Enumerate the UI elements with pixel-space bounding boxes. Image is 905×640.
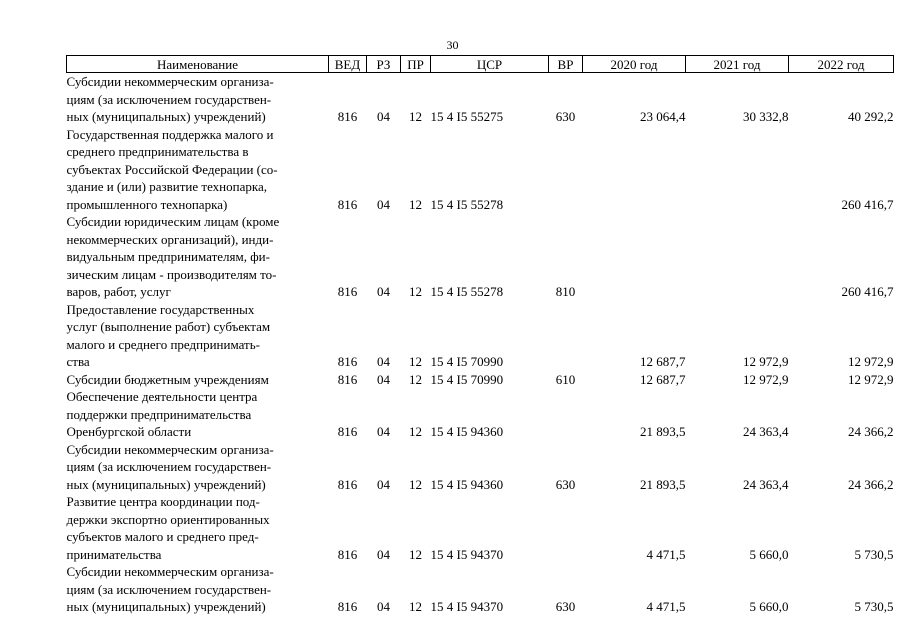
table-row: [67, 213, 894, 301]
header-vr: ВР: [549, 56, 583, 73]
cell-ved: 816: [337, 424, 358, 439]
name-line: ных (муниципальных) учреждений): [66, 476, 266, 492]
cell-2022: 24 366,2: [848, 424, 894, 439]
cell-pr: 12: [409, 284, 422, 299]
cell-vr: 630: [555, 109, 576, 124]
cell-name: [67, 441, 329, 494]
cell-ved: 816: [337, 196, 358, 212]
cell-csr: 15 4 I5 94370: [430, 599, 504, 614]
name-line: Государственная поддержка малого и: [66, 126, 274, 142]
table-row: [67, 301, 894, 371]
cell-rz: 04: [377, 371, 390, 387]
cell-pr: 12: [409, 354, 422, 369]
cell-2021: 24 363,4: [743, 424, 789, 439]
cell-ved: 816: [337, 354, 358, 369]
cell-vr: 630: [555, 476, 576, 492]
name-line: ства: [66, 354, 90, 369]
cell-2021: 12 972,9: [743, 354, 789, 369]
cell-2021: 24 363,4: [743, 476, 789, 492]
cell-2022: 12 972,9: [848, 354, 894, 369]
cell-ved: 816: [337, 371, 358, 387]
header-2022: 2022 год: [789, 56, 894, 73]
header-ved: ВЕД: [329, 56, 367, 73]
page-number: 30: [446, 38, 459, 52]
name-line: принимательства: [66, 546, 162, 562]
cell-rz: 04: [377, 284, 390, 299]
cell-2022: 260 416,7: [841, 284, 894, 299]
table-header: [67, 56, 894, 73]
name-line: держки экспортно ориентированных: [66, 511, 270, 527]
name-line: среднего предпринимательства в: [66, 144, 249, 159]
cell-rz: 04: [377, 354, 390, 369]
cell-2020: 4 471,5: [646, 599, 686, 614]
header-name: Наименование: [67, 56, 329, 73]
cell-csr: 15 4 I5 55278: [430, 284, 504, 299]
cell-ved: 816: [337, 476, 358, 492]
cell-2021: 5 660,0: [749, 599, 789, 614]
cell-csr: 15 4 I5 70990: [430, 354, 504, 369]
table-body: [67, 73, 894, 616]
cell-name: [67, 371, 329, 389]
cell-ved: 816: [337, 546, 358, 562]
name-line: Оренбургской области: [66, 424, 192, 439]
name-line: Субсидии бюджетным учреждениям: [66, 371, 269, 387]
cell-csr: 15 4 I5 94360: [430, 424, 504, 439]
cell-2020: [583, 126, 686, 214]
cell-2021: 30 332,8: [743, 109, 789, 124]
cell-ved: 816: [337, 284, 358, 299]
cell-2021: 12 972,9: [743, 371, 789, 387]
cell-rz: 04: [377, 476, 390, 492]
name-line: Субсидии некоммерческим организа-: [66, 441, 274, 457]
name-line: видуальным предпринимателям, фи-: [66, 249, 270, 264]
cell-rz: 04: [377, 599, 390, 614]
name-line: циям (за исключением государствен-: [66, 91, 272, 107]
header-csr: ЦСР: [431, 56, 549, 73]
table-row: [67, 126, 894, 214]
cell-csr: 15 4 I5 94370: [430, 546, 504, 562]
header-2020: 2020 год: [583, 56, 686, 73]
table-row: [67, 493, 894, 563]
cell-csr: 15 4 I5 94360: [430, 476, 504, 492]
cell-2020: 21 893,5: [640, 424, 686, 439]
cell-2022: 5 730,5: [854, 599, 894, 614]
name-line: циям (за исключением государствен-: [66, 459, 272, 474]
header-pr: ПР: [401, 56, 431, 73]
budget-table: [66, 55, 894, 616]
cell-ved: 816: [337, 109, 358, 124]
cell-vr: [549, 301, 583, 371]
cell-name: [67, 301, 329, 371]
cell-rz: 04: [377, 109, 390, 124]
name-line: субъектов малого и среднего пред-: [66, 529, 259, 544]
name-line: Субсидии некоммерческим организа-: [66, 564, 274, 579]
table-row: [67, 388, 894, 441]
name-line: ных (муниципальных) учреждений): [66, 599, 266, 614]
cell-vr: [549, 126, 583, 214]
name-line: здание и (или) развитие технопарка,: [66, 179, 267, 194]
name-line: поддержки предпринимательства: [66, 406, 252, 422]
table-row: [67, 371, 894, 389]
cell-pr: 12: [409, 599, 422, 614]
header-row: [67, 56, 894, 73]
cell-pr: 12: [409, 109, 422, 124]
table-row: [67, 441, 894, 494]
name-line: промышленного технопарка): [66, 196, 228, 212]
name-line: Развитие центра координации под-: [66, 494, 260, 509]
cell-name: [67, 73, 329, 126]
cell-csr: 15 4 I5 55278: [430, 196, 504, 212]
cell-vr: 810: [555, 284, 576, 299]
name-line: услуг (выполнение работ) субъектам: [66, 319, 271, 334]
name-line: Субсидии некоммерческим организа-: [66, 74, 274, 89]
cell-rz: 04: [377, 424, 390, 439]
name-line: субъектах Российской Федерации (со-: [66, 161, 278, 177]
name-line: Обеспечение деятельности центра: [66, 389, 258, 404]
cell-2020: 21 893,5: [640, 476, 686, 492]
cell-vr: 630: [555, 599, 576, 614]
cell-2021: 5 660,0: [749, 546, 789, 562]
cell-pr: 12: [409, 371, 422, 387]
name-line: циям (за исключением государствен-: [66, 581, 272, 597]
cell-vr: [549, 388, 583, 441]
cell-pr: 12: [409, 546, 422, 562]
cell-2020: 23 064,4: [640, 109, 686, 124]
cell-2020: [583, 213, 686, 301]
cell-2020: 4 471,5: [646, 546, 686, 562]
cell-pr: 12: [409, 196, 422, 212]
header-rz: РЗ: [367, 56, 401, 73]
name-line: малого и среднего предпринимать-: [66, 336, 260, 352]
cell-2022: 5 730,5: [854, 546, 894, 562]
name-line: ных (муниципальных) учреждений): [66, 109, 266, 124]
cell-2022: 24 366,2: [848, 476, 894, 492]
name-line: некоммерческих организаций), инди-: [66, 231, 274, 247]
header-2021: 2021 год: [686, 56, 789, 73]
cell-rz: 04: [377, 546, 390, 562]
cell-csr: 15 4 I5 55275: [430, 109, 504, 124]
cell-2021: [686, 213, 789, 301]
cell-pr: 12: [409, 476, 422, 492]
cell-csr: 15 4 I5 70990: [430, 371, 504, 387]
cell-name: [67, 213, 329, 301]
cell-2022: 12 972,9: [848, 371, 894, 387]
cell-name: [67, 563, 329, 616]
cell-name: [67, 126, 329, 214]
cell-name: [67, 388, 329, 441]
name-line: варов, работ, услуг: [66, 284, 171, 299]
cell-pr: 12: [409, 424, 422, 439]
cell-2020: 12 687,7: [640, 371, 686, 387]
table-row: [67, 563, 894, 616]
cell-vr: 610: [555, 371, 576, 387]
cell-vr: [549, 493, 583, 563]
cell-2022: 260 416,7: [841, 196, 894, 212]
name-line: зическим лицам - производителям то-: [66, 266, 277, 282]
cell-2021: [686, 126, 789, 214]
table-row: [67, 73, 894, 126]
cell-name: [67, 493, 329, 563]
cell-2022: 40 292,2: [848, 109, 894, 124]
cell-ved: 816: [337, 599, 358, 614]
name-line: Предоставление государственных: [66, 301, 255, 317]
name-line: Субсидии юридическим лицам (кроме: [66, 214, 280, 229]
cell-rz: 04: [377, 196, 390, 212]
cell-2020: 12 687,7: [640, 354, 686, 369]
